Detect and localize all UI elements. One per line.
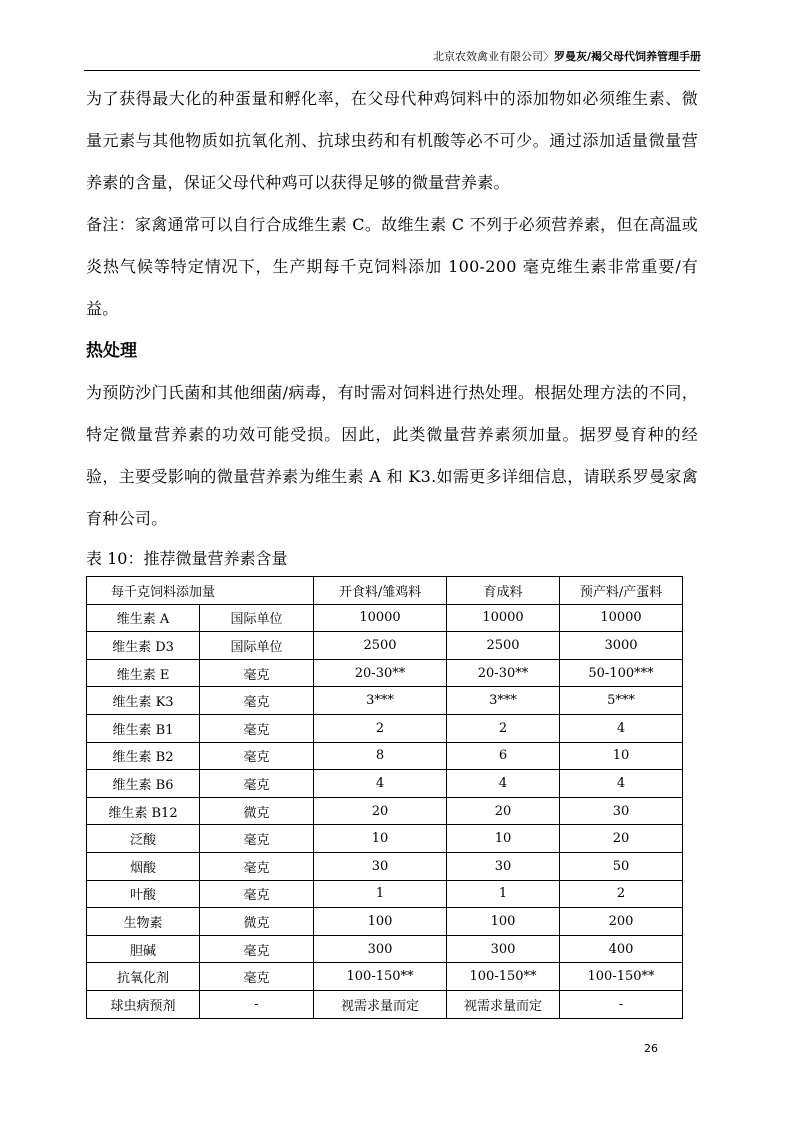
cell-unit: 毫克 — [200, 687, 314, 715]
cell-starter-value: 10 — [314, 825, 447, 853]
cell-layer-value: 30 — [560, 797, 683, 825]
cell-starter-value: 100-150** — [314, 963, 447, 991]
cell-layer-value: 50 — [560, 852, 683, 880]
cell-layer-value: 2 — [560, 880, 683, 908]
cell-layer-value: 50-100*** — [560, 659, 683, 687]
page-number: 26 — [644, 1042, 658, 1055]
cell-layer-value: 20 — [560, 825, 683, 853]
cell-grower-value: 2 — [447, 714, 560, 742]
cell-nutrient: 维生素 B6 — [87, 770, 200, 798]
table-row — [87, 825, 683, 853]
cell-starter-value: 2500 — [314, 632, 447, 660]
cell-layer-value: 4 — [560, 770, 683, 798]
cell-nutrient: 维生素 A — [87, 604, 200, 632]
cell-grower-value: 4 — [447, 770, 560, 798]
page-body — [86, 78, 698, 1019]
table-row — [87, 852, 683, 880]
table-row — [87, 604, 683, 632]
cell-starter-value: 2 — [314, 714, 447, 742]
cell-starter-value: 20 — [314, 797, 447, 825]
table-row — [87, 935, 683, 963]
table-header-row — [87, 577, 683, 605]
cell-grower-value: 视需求量而定 — [447, 990, 560, 1018]
section-heading-heat-treatment: 热处理 — [86, 341, 137, 361]
table-row — [87, 908, 683, 936]
cell-starter-value: 20-30** — [314, 659, 447, 687]
cell-grower-value: 2500 — [447, 632, 560, 660]
cell-unit: 毫克 — [200, 770, 314, 798]
cell-unit: 毫克 — [200, 852, 314, 880]
cell-unit: 国际单位 — [200, 604, 314, 632]
cell-unit: 毫克 — [200, 714, 314, 742]
cell-nutrient: 球虫病预剂 — [87, 990, 200, 1018]
header-cell-starter: 开食料/雏鸡料 — [314, 577, 447, 605]
cell-nutrient: 叶酸 — [87, 880, 200, 908]
paragraph-heat-treatment: 为预防沙门氏菌和其他细菌/病毒，有时需对饲料进行热处理。根据处理方法的不同，特定微量营养素的功效可能受损。因此，此类微量营养素须加量。据罗曼育种的经验，主要受影响的微量营养素为维生素 A 和 K3.如需更多详细信息，请联系罗曼家禽育种公司。 — [86, 383, 698, 528]
cell-unit: 国际单位 — [200, 632, 314, 660]
cell-unit: 毫克 — [200, 880, 314, 908]
cell-layer-value: 10 — [560, 742, 683, 770]
header-cell-layer: 预产料/产蛋料 — [560, 577, 683, 605]
cell-layer-value: 4 — [560, 714, 683, 742]
header-rule — [84, 70, 700, 71]
cell-unit: 毫克 — [200, 659, 314, 687]
table-body — [87, 604, 683, 1018]
cell-grower-value: 1 — [447, 880, 560, 908]
table-row — [87, 990, 683, 1018]
cell-unit: - — [200, 990, 314, 1018]
table-row — [87, 659, 683, 687]
cell-layer-value: 100-150** — [560, 963, 683, 991]
cell-starter-value: 300 — [314, 935, 447, 963]
cell-nutrient: 维生素 E — [87, 659, 200, 687]
table-row — [87, 632, 683, 660]
cell-unit: 毫克 — [200, 963, 314, 991]
cell-layer-value: 400 — [560, 935, 683, 963]
header-title: 罗曼灰/褐父母代饲养管理手册 — [553, 50, 701, 63]
cell-layer-value: 10000 — [560, 604, 683, 632]
table-row — [87, 714, 683, 742]
cell-unit: 微克 — [200, 797, 314, 825]
cell-unit: 毫克 — [200, 935, 314, 963]
cell-grower-value: 20-30** — [447, 659, 560, 687]
cell-nutrient: 抗氧化剂 — [87, 963, 200, 991]
cell-nutrient: 维生素 B1 — [87, 714, 200, 742]
paragraph-additives: 为了获得最大化的种蛋量和孵化率，在父母代种鸡饲料中的添加物如必须维生素、微量元素与其他物质如抗氧化剂、抗球虫药和有机酸等必不可少。通过添加适量微量营养素的含量，保证父母代种鸡可以获得足够的微量营养素。 — [86, 89, 698, 192]
cell-grower-value: 20 — [447, 797, 560, 825]
cell-grower-value: 100 — [447, 908, 560, 936]
cell-nutrient: 维生素 B12 — [87, 797, 200, 825]
table-row — [87, 687, 683, 715]
table-row — [87, 880, 683, 908]
cell-starter-value: 8 — [314, 742, 447, 770]
cell-layer-value: - — [560, 990, 683, 1018]
cell-starter-value: 视需求量而定 — [314, 990, 447, 1018]
cell-unit: 微克 — [200, 908, 314, 936]
cell-nutrient: 生物素 — [87, 908, 200, 936]
cell-starter-value: 100 — [314, 908, 447, 936]
cell-starter-value: 10000 — [314, 604, 447, 632]
header-company: 北京农效禽业有限公司〉 — [432, 50, 554, 63]
cell-layer-value: 5*** — [560, 687, 683, 715]
cell-starter-value: 1 — [314, 880, 447, 908]
cell-grower-value: 10000 — [447, 604, 560, 632]
running-header — [433, 48, 701, 64]
cell-layer-value: 200 — [560, 908, 683, 936]
cell-starter-value: 3*** — [314, 687, 447, 715]
table-row — [87, 742, 683, 770]
cell-starter-value: 4 — [314, 770, 447, 798]
micronutrient-table — [86, 576, 683, 1019]
cell-nutrient: 胆碱 — [87, 935, 200, 963]
cell-nutrient: 泛酸 — [87, 825, 200, 853]
cell-nutrient: 维生素 D3 — [87, 632, 200, 660]
cell-unit: 毫克 — [200, 742, 314, 770]
cell-nutrient: 维生素 B2 — [87, 742, 200, 770]
cell-grower-value: 100-150** — [447, 963, 560, 991]
cell-unit: 毫克 — [200, 825, 314, 853]
cell-nutrient: 烟酸 — [87, 852, 200, 880]
header-cell-dosage: 每千克饲料添加量 — [87, 577, 314, 605]
cell-grower-value: 6 — [447, 742, 560, 770]
cell-grower-value: 3*** — [447, 687, 560, 715]
cell-starter-value: 30 — [314, 852, 447, 880]
paragraph-note-vitamin-c: 备注：家禽通常可以自行合成维生素 C。故维生素 C 不列于必须营养素，但在高温或炎热气候等特定情况下，生产期每千克饲料添加 100-200 毫克维生素非常重要/有益。 — [86, 215, 698, 318]
cell-grower-value: 30 — [447, 852, 560, 880]
header-cell-grower: 育成料 — [447, 577, 560, 605]
table-row — [87, 770, 683, 798]
cell-layer-value: 3000 — [560, 632, 683, 660]
table-caption: 表 10：推荐微量营养素含量 — [86, 549, 288, 568]
cell-grower-value: 300 — [447, 935, 560, 963]
cell-nutrient: 维生素 K3 — [87, 687, 200, 715]
table-row — [87, 963, 683, 991]
cell-grower-value: 10 — [447, 825, 560, 853]
table-row — [87, 797, 683, 825]
